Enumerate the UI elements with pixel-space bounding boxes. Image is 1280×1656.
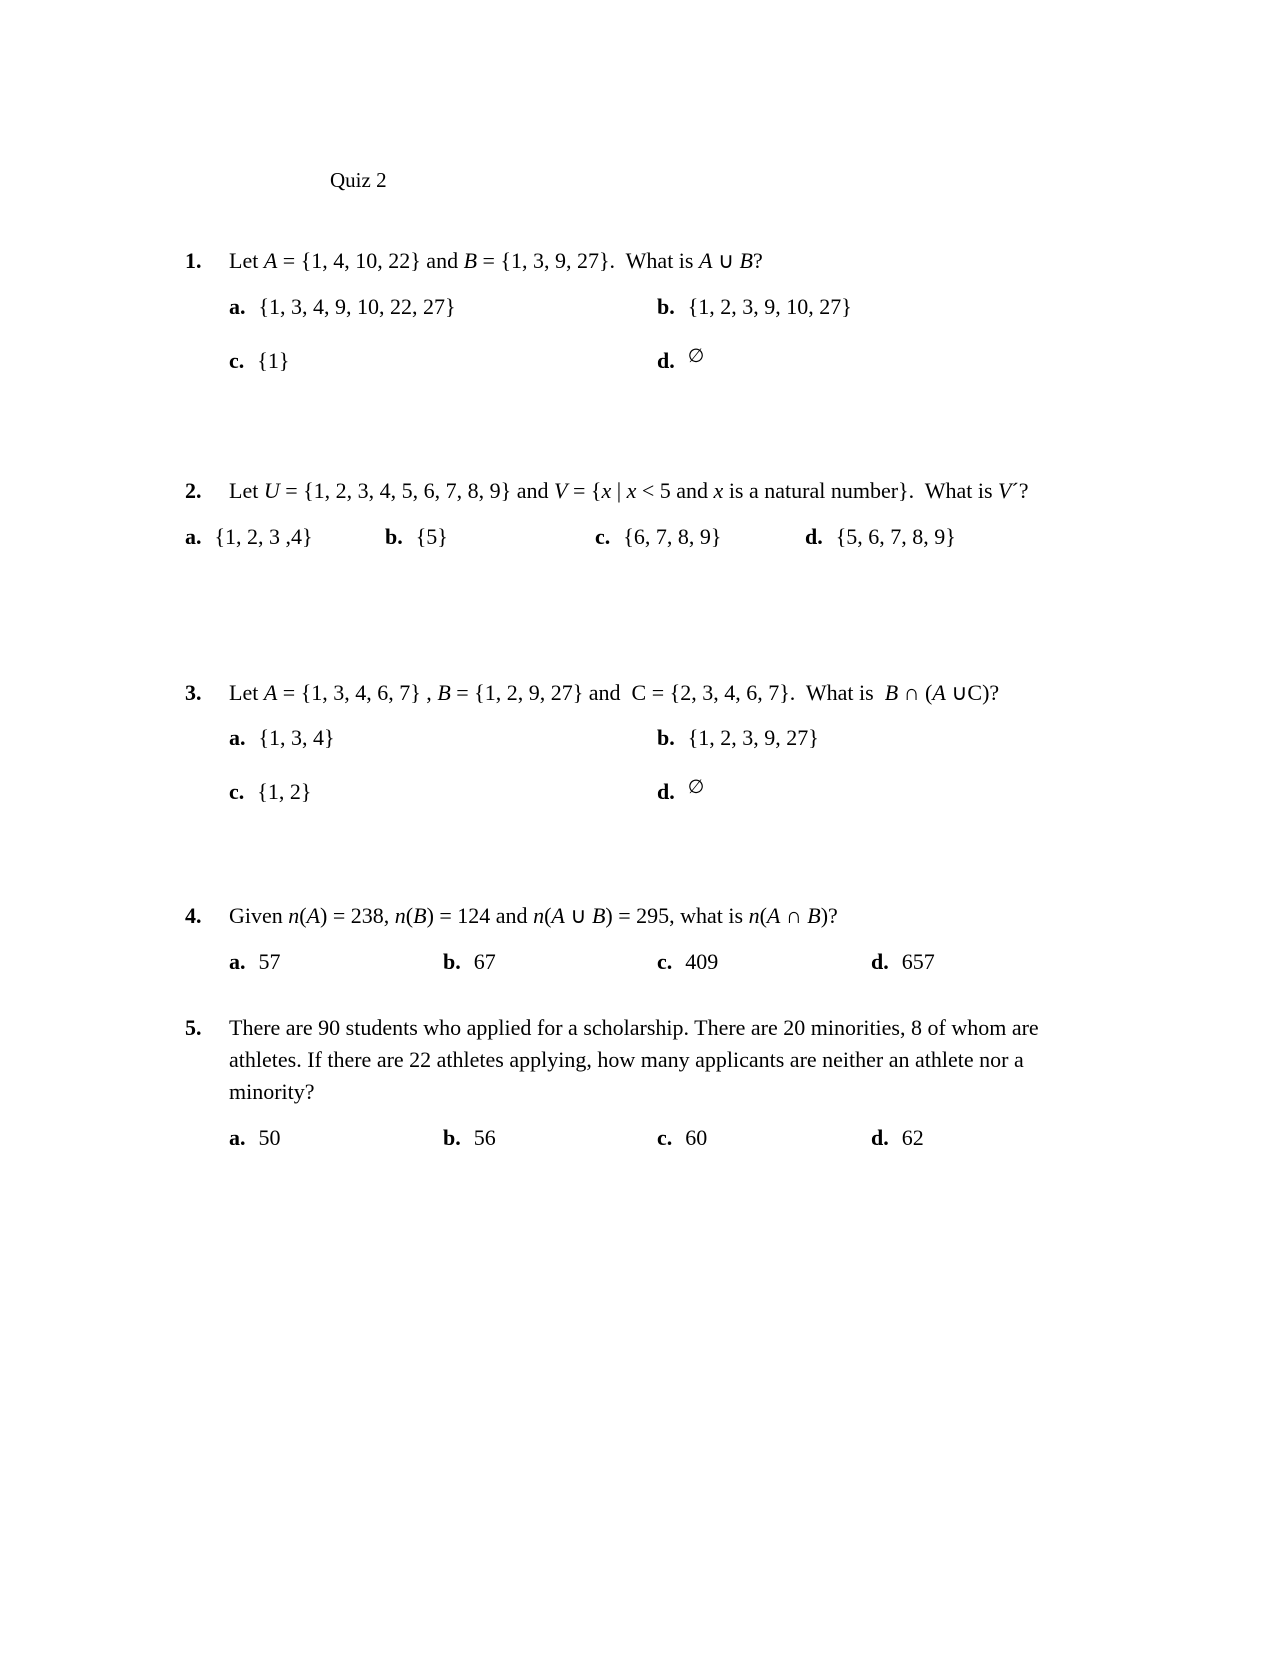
question-number: 3. (185, 679, 202, 705)
answer-letter: b. (443, 949, 461, 975)
answer-letter: c. (229, 779, 245, 805)
question-text: Let A = {1, 3, 4, 6, 7} , B = {1, 2, 9, 27} and C = {2, 3, 4, 6, 7}. What is B ∩ (A ∪C)? (229, 679, 1000, 705)
answer-letter: c. (657, 1124, 673, 1150)
answer-option[interactable] (229, 345, 657, 377)
answer-options (185, 291, 1085, 399)
page-title: Quiz 2 (330, 168, 387, 192)
question-number: 1. (185, 248, 202, 273)
answer-value: {6, 7, 8, 9} (623, 523, 722, 549)
answer-letter: b. (385, 523, 403, 549)
question-text: Given n(A) = 238, n(B) = 124 and n(A ∪ B) = 295, what is n(A ∩ B)? (229, 903, 838, 929)
answer-letter: d. (871, 949, 889, 975)
answer-value: {5} (415, 523, 448, 549)
answer-value: 60 (685, 1124, 708, 1150)
question-number: 4. (185, 903, 202, 929)
answer-letter: a. (229, 1124, 246, 1150)
answer-option[interactable] (185, 521, 313, 553)
answer-option[interactable] (805, 521, 956, 553)
answer-letter: d. (657, 347, 675, 373)
answer-value: 657 (901, 949, 935, 975)
answer-value: 62 (901, 1124, 924, 1150)
question-number: 5. (185, 1015, 202, 1041)
answer-letter: a. (185, 523, 202, 549)
question-item (185, 245, 1085, 399)
answer-option[interactable] (657, 291, 1085, 323)
question-number: 2. (185, 477, 202, 503)
answer-value: {1, 2, 3, 9, 10, 27} (687, 293, 852, 319)
answer-option[interactable] (443, 1122, 657, 1154)
answer-option[interactable] (229, 946, 443, 978)
question-text: Let A = {1, 4, 10, 22} and B = {1, 3, 9, 27}. What is A ∪ B? (229, 248, 763, 273)
answer-option[interactable] (229, 291, 657, 323)
answer-option[interactable] (657, 345, 1085, 377)
answer-value: {5, 6, 7, 8, 9} (835, 523, 956, 549)
question-text: There are 90 students who applied for a scholarship. There are 20 minorities, 8 of whom are athletes. If there are 22 athletes applying, how many applicants are neither an athlete nor a minority? (229, 1015, 1039, 1104)
answer-letter: a. (229, 293, 246, 319)
answer-letter: c. (229, 347, 245, 373)
answer-option[interactable] (657, 776, 1085, 808)
answer-value: {1, 3, 4, 9, 10, 22, 27} (258, 293, 456, 319)
answer-letter: c. (657, 949, 673, 975)
answer-letter: d. (657, 779, 675, 805)
answer-options (185, 946, 1085, 978)
answer-letter: d. (871, 1124, 889, 1150)
answer-letter: a. (229, 725, 246, 751)
spacer (185, 601, 1085, 677)
answer-options (185, 1122, 1085, 1154)
answer-letter: d. (805, 523, 823, 549)
answer-value: {1, 2} (257, 779, 312, 805)
answer-option[interactable] (871, 946, 1085, 978)
answer-value: 67 (473, 949, 496, 975)
answer-value: {1, 2, 3 ,4} (214, 523, 313, 549)
answer-option[interactable] (229, 722, 657, 754)
answer-value: {1} (257, 347, 290, 373)
question-item (185, 900, 1085, 978)
answer-options (185, 521, 1085, 601)
spacer (185, 399, 1085, 475)
answer-value: 50 (258, 1124, 281, 1150)
answer-value: {1, 3, 4} (258, 725, 335, 751)
answer-option[interactable] (657, 1122, 871, 1154)
empty-set-icon: ∅ (687, 777, 705, 799)
answer-option[interactable] (595, 521, 721, 553)
answer-letter: b. (443, 1124, 461, 1150)
spacer (185, 978, 1085, 1012)
empty-set-icon: ∅ (687, 345, 705, 367)
answer-value: {1, 2, 3, 9, 27} (687, 725, 819, 751)
question-item (185, 1012, 1085, 1154)
question-text: Let U = {1, 2, 3, 4, 5, 6, 7, 8, 9} and V = {x | x < 5 and x is a natural number}. What is V´? (229, 477, 1029, 503)
answer-options (185, 722, 1085, 830)
answer-letter: b. (657, 725, 675, 751)
answer-option[interactable] (229, 776, 657, 808)
question-item (185, 677, 1085, 831)
answer-option[interactable] (385, 521, 448, 553)
answer-option[interactable] (657, 946, 871, 978)
answer-letter: a. (229, 949, 246, 975)
answer-option[interactable] (443, 946, 657, 978)
answer-value: 56 (473, 1124, 496, 1150)
answer-value: 57 (258, 949, 281, 975)
answer-option[interactable] (657, 722, 1085, 754)
spacer (185, 830, 1085, 900)
question-item (185, 475, 1085, 601)
answer-letter: b. (657, 293, 675, 319)
question-list (185, 245, 1085, 1154)
answer-letter: c. (595, 523, 611, 549)
answer-option[interactable] (229, 1122, 443, 1154)
answer-value: 409 (685, 949, 719, 975)
answer-option[interactable] (871, 1122, 1085, 1154)
